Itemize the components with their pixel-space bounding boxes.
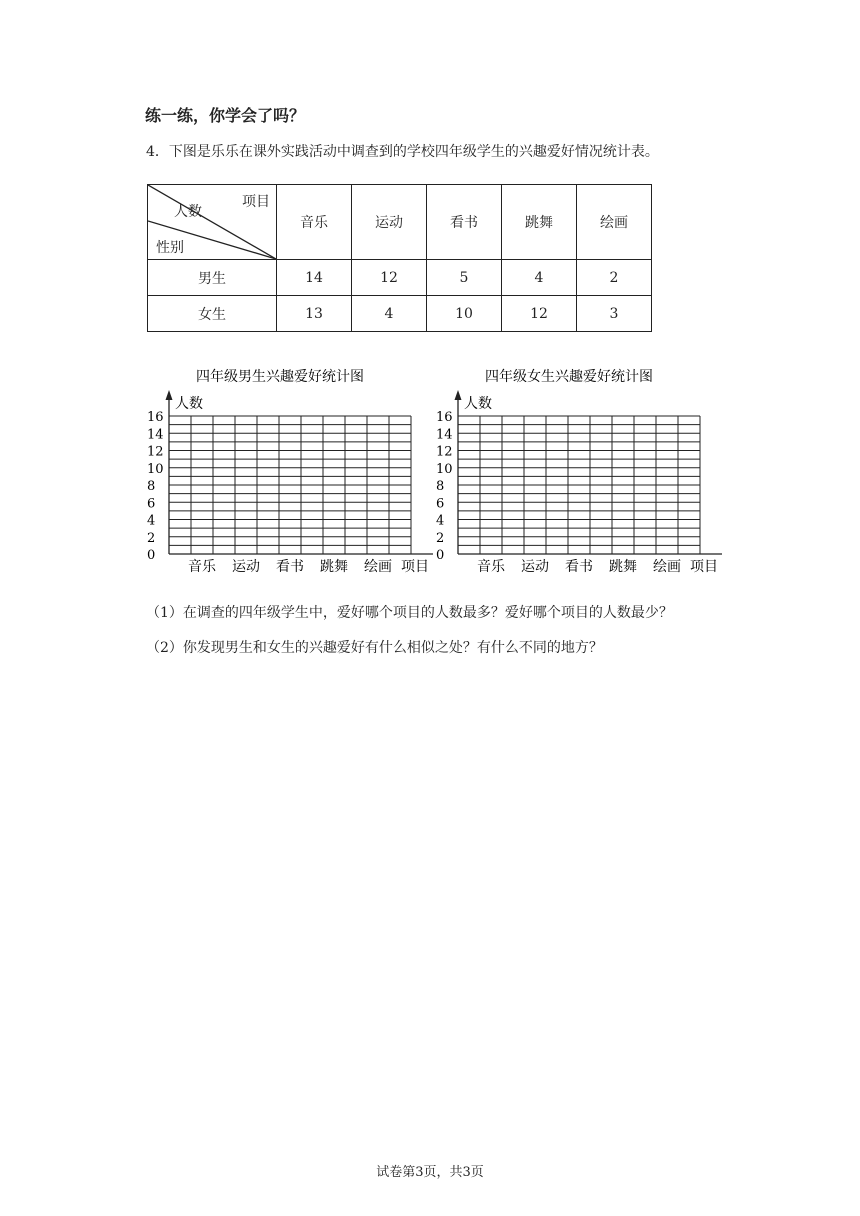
corner-label-gender: 性别: [156, 240, 184, 256]
table-row: [148, 296, 652, 332]
y-tick-label: 8: [147, 479, 156, 494]
y-tick-label: 6: [436, 496, 445, 512]
sub-question-1: （1）在调查的四年级学生中，爱好哪个项目的人数最多？爱好哪个项目的人数最少？: [146, 605, 673, 621]
corner-label-item: 项目: [242, 194, 270, 210]
x-tick-label: 绘画: [364, 559, 392, 575]
y-tick-label: 16: [436, 410, 453, 425]
chart-title: 四年级男生兴趣爱好统计图: [196, 369, 364, 385]
sub-question-2: （2）你发现男生和女生的兴趣爱好有什么相似之处？有什么不同的地方？: [146, 640, 603, 656]
y-tick-label: 0: [436, 548, 445, 563]
column-header: 音乐: [277, 185, 352, 260]
table-cell: 10: [427, 296, 502, 332]
table-cell: 4: [352, 296, 427, 332]
table-cell: 13: [277, 296, 352, 332]
x-tick-label: 绘画: [653, 559, 681, 575]
table-cell: 12: [352, 260, 427, 296]
y-tick-label: 2: [436, 530, 445, 546]
x-tick-label: 跳舞: [320, 559, 348, 575]
y-axis-arrow: [455, 390, 462, 400]
hobby-stats-table: [147, 184, 652, 332]
x-tick-label: 音乐: [477, 559, 505, 575]
y-tick-label: 4: [147, 513, 156, 529]
row-label: 女生: [148, 296, 277, 332]
x-tick-label: 运动: [232, 559, 260, 575]
x-tick-label: 看书: [565, 559, 593, 575]
y-tick-label: 14: [436, 427, 453, 443]
x-tick-label: 跳舞: [609, 559, 637, 575]
table-corner-cell: [148, 185, 277, 260]
y-tick-label: 6: [147, 496, 156, 512]
table-cell: 12: [502, 296, 577, 332]
column-header: 跳舞: [502, 185, 577, 260]
girls-chart-svg: [434, 360, 724, 580]
table-cell: 14: [277, 260, 352, 296]
girls-hobby-chart: [434, 360, 724, 580]
table-cell: 5: [427, 260, 502, 296]
y-axis-arrow: [166, 390, 173, 400]
column-header: 绘画: [577, 185, 652, 260]
y-tick-label: 12: [147, 444, 164, 460]
y-tick-label: 4: [436, 513, 445, 529]
y-tick-label: 14: [147, 427, 164, 443]
y-tick-label: 8: [436, 479, 445, 494]
table-row: [148, 260, 652, 296]
y-tick-label: 10: [436, 461, 453, 477]
y-tick-label: 16: [147, 410, 164, 425]
y-tick-label: 2: [147, 530, 156, 546]
row-label: 男生: [148, 260, 277, 296]
corner-label-count: 人数: [174, 204, 202, 220]
x-tick-label: 音乐: [188, 559, 216, 575]
x-tick-label: 运动: [521, 559, 549, 575]
y-tick-label: 10: [147, 461, 164, 477]
table-header-row: [148, 185, 652, 260]
boys-hobby-chart: [145, 360, 435, 580]
column-header: 看书: [427, 185, 502, 260]
column-header: 运动: [352, 185, 427, 260]
x-axis-label: 项目: [401, 559, 429, 575]
boys-chart-svg: [145, 360, 435, 580]
chart-title: 四年级女生兴趣爱好统计图: [485, 369, 653, 385]
table-cell: 2: [577, 260, 652, 296]
x-tick-label: 看书: [276, 559, 304, 575]
question-text: 4．下图是乐乐在课外实践活动中调查到的学校四年级学生的兴趣爱好情况统计表。: [146, 144, 659, 160]
y-axis-label: 人数: [464, 396, 492, 412]
y-tick-label: 12: [436, 444, 453, 460]
table-cell: 4: [502, 260, 577, 296]
y-axis-label: 人数: [175, 396, 203, 412]
page-footer: 试卷第3页，共3页: [376, 1165, 484, 1180]
y-tick-label: 0: [147, 548, 156, 563]
section-title: 练一练，你学会了吗？: [145, 106, 306, 125]
x-axis-label: 项目: [690, 559, 718, 575]
table-cell: 3: [577, 296, 652, 332]
